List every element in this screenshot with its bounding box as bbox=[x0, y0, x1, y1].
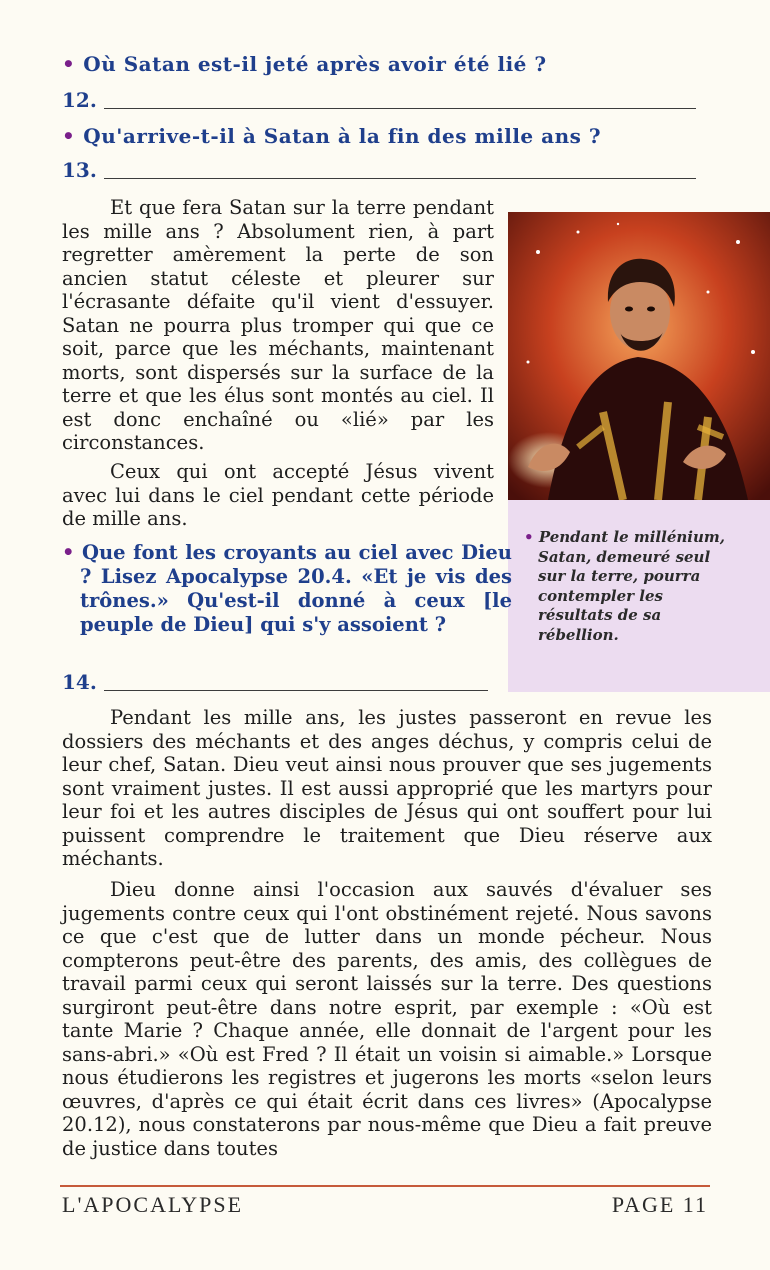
question-13-prompt: • Qu'arrive-t-il à Satan à la fin des mille ans ? bbox=[62, 124, 602, 148]
page-number: PAGE 11 bbox=[611, 1192, 708, 1217]
bullet-icon: • bbox=[62, 541, 82, 564]
answer-12-line[interactable] bbox=[104, 108, 696, 109]
question-13-number: 13. bbox=[62, 158, 97, 182]
body-paragraph-1: Et que fera Satan sur la terre pendant les mille ans ? Absolument rien, à part regretter amèrement la perte de son ancien statut céleste et pleurer sur l'écrasante défaite qu'il vient d'essuyer. Satan ne pourra plus tromper qui que ce soit, parce que les méchants, maintenant morts, sont dispersés sur la surface de la terre et que les élus sont montés au ciel. Il est donc enchaîné ou «lié» par les circonstances. bbox=[62, 196, 494, 454]
footer-divider bbox=[60, 1185, 710, 1187]
question-14-prompt: • Que font les croyants au ciel avec Dieu ? Lisez Apocalypse 20.4. «Et je vis des trônes.» Qu'est-il donné à ceux [le peuple de Dieu] qui s'y assoient ? bbox=[62, 541, 512, 636]
body-paragraph-4: Dieu donne ainsi l'occasion aux sauvés d'évaluer ses jugements contre ceux qui l'ont obstinément rejeté. Nous savons ce que c'est que de lutter dans un monde pécheur. Nous compterons peut-être des parents, des amis, des collègues de travail parmi ceux qui seront laissés sur la terre. Des questions surgiront peut-être dans notre esprit, par exemple : «Où est tante Marie ? Chaque année, elle donnait de l'argent pour les sans-abri.» «Où est Fred ? Il était un voisin si aimable.» Lorsque nous étudierons les registres et jugerons les morts «selon leurs œuvres, d'après ce qui était écrit dans ces livres» (Apocalypse 20.12), nous constaterons par nous-même que Dieu a fait preuve de justice dans toutes bbox=[62, 878, 712, 1160]
book-title: L'APOCALYPSE bbox=[62, 1192, 244, 1217]
bullet-icon: • bbox=[524, 528, 539, 546]
body-paragraph-2: Ceux qui ont accepté Jésus vivent avec lui dans le ciel pendant cette période de mille ans. bbox=[62, 460, 494, 530]
question-12-number: 12. bbox=[62, 88, 97, 112]
bullet-icon: • bbox=[62, 52, 76, 76]
question-12-prompt: • Où Satan est-il jeté après avoir été lié ? bbox=[62, 52, 547, 76]
body-paragraph-3: Pendant les mille ans, les justes passeront en revue les dossiers des méchants et des anges déchus, y compris celui de leur chef, Satan. Dieu veut ainsi nous prouver que ses jugements sont vraiment justes. Il est aussi approprié que les martyrs pour leur foi et les autres disciples de Jésus qui ont souffert pour lui puissent comprendre le traitement que Dieu réserve aux méchants. bbox=[62, 706, 712, 870]
answer-13-line[interactable] bbox=[104, 178, 696, 179]
answer-14-line[interactable] bbox=[104, 690, 488, 691]
bullet-icon: • bbox=[62, 124, 76, 148]
image-caption: • Pendant le millénium, Satan, demeuré seul sur la terre, pourra contempler les résultats de sa rébellion. bbox=[524, 528, 725, 644]
question-14-number: 14. bbox=[62, 670, 97, 694]
satan-illustration bbox=[508, 212, 770, 500]
